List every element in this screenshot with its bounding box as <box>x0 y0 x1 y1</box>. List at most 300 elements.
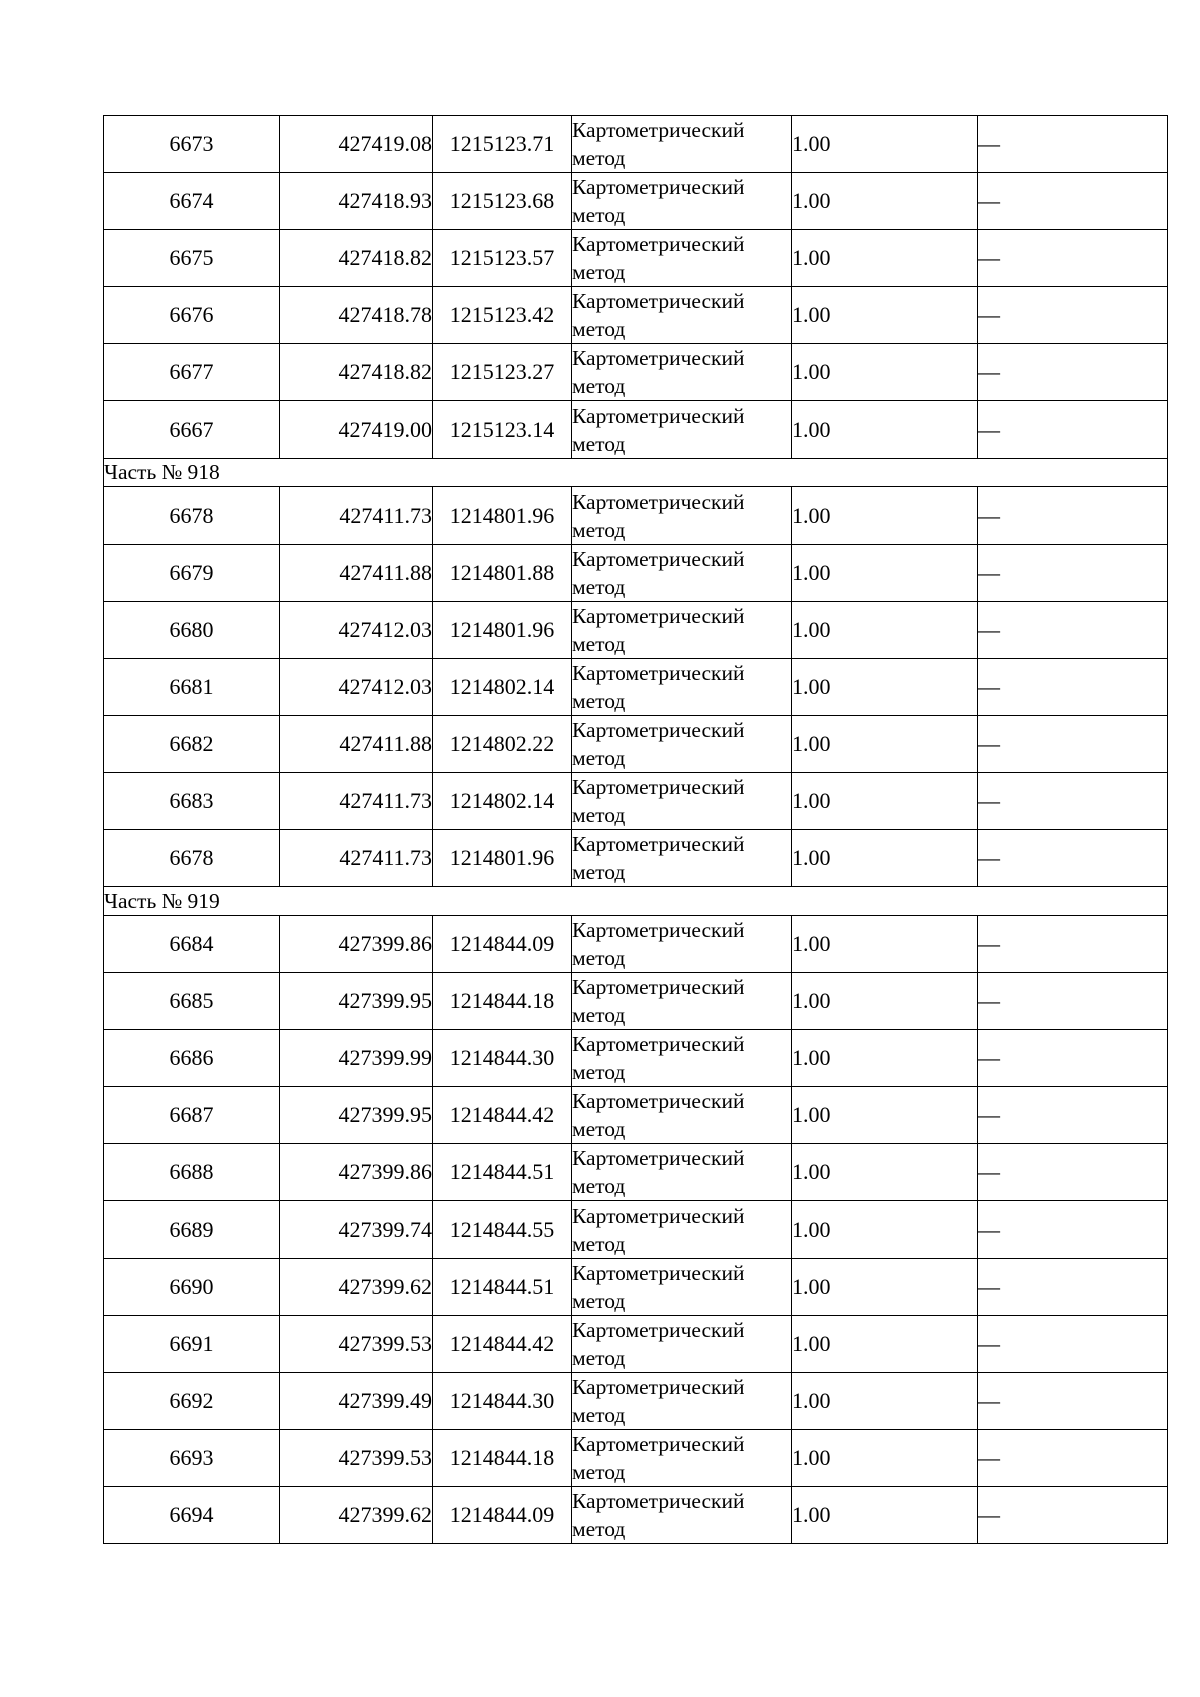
point-number-value: 6674 <box>169 188 214 214</box>
y-coordinate-cell <box>433 1030 572 1087</box>
method-line-2: метод <box>572 1459 626 1484</box>
accuracy-cell <box>792 401 978 458</box>
method-line-1: Картометрический <box>572 1431 745 1456</box>
method-line-2: метод <box>572 1288 626 1313</box>
accuracy-cell <box>792 487 978 544</box>
accuracy-cell <box>792 1315 978 1372</box>
method-line-2: метод <box>572 1003 626 1028</box>
method-line-1: Картометрический <box>572 1089 745 1114</box>
accuracy-value: 1.00 <box>792 416 831 442</box>
y-coordinate-value: 1214844.51 <box>449 1273 555 1299</box>
method-line-1: Картометрический <box>572 975 745 1000</box>
y-coordinate-value: 1214844.51 <box>449 1159 555 1185</box>
method-line-1: Картометрический <box>572 118 745 143</box>
description-cell <box>978 772 1168 829</box>
table-row <box>104 1486 1168 1543</box>
method-line-1: Картометрический <box>572 403 745 428</box>
accuracy-cell <box>792 1372 978 1429</box>
part-title: Часть № 919 <box>104 887 1168 916</box>
dash-value: — <box>978 502 1000 528</box>
x-coordinate-cell <box>280 116 433 173</box>
y-coordinate-value: 1214844.09 <box>449 931 555 957</box>
x-coordinate-cell <box>280 287 433 344</box>
accuracy-cell <box>792 1087 978 1144</box>
method-line-2: метод <box>572 1117 626 1142</box>
y-coordinate-value: 1214844.30 <box>449 1045 555 1071</box>
dash-value: — <box>978 245 1000 271</box>
y-coordinate-cell <box>433 116 572 173</box>
x-coordinate-value: 427411.73 <box>339 845 432 871</box>
description-cell <box>978 1315 1168 1372</box>
point-number-cell <box>104 344 280 401</box>
x-coordinate-cell <box>280 1315 433 1372</box>
y-coordinate-cell <box>433 1315 572 1372</box>
accuracy-cell <box>792 973 978 1030</box>
y-coordinate-cell <box>433 601 572 658</box>
x-coordinate-value: 427418.82 <box>338 245 432 271</box>
dash-value: — <box>978 787 1000 813</box>
dash-value: — <box>978 1102 1000 1128</box>
table-row <box>104 916 1168 973</box>
point-number-cell <box>104 1201 280 1258</box>
point-number-cell <box>104 1372 280 1429</box>
point-number-value: 6678 <box>169 502 214 528</box>
dash-value: — <box>978 416 1000 442</box>
method-line-2: метод <box>572 802 626 827</box>
point-number-value: 6677 <box>169 359 214 385</box>
method-cell <box>572 230 792 287</box>
table-row <box>104 1144 1168 1201</box>
dash-value: — <box>978 1501 1000 1527</box>
method-cell <box>572 1429 792 1486</box>
x-coordinate-cell <box>280 1429 433 1486</box>
accuracy-cell <box>792 1144 978 1201</box>
y-coordinate-cell <box>433 487 572 544</box>
y-coordinate-value: 1214844.42 <box>449 1330 555 1356</box>
method-line-2: метод <box>572 374 626 399</box>
accuracy-value: 1.00 <box>792 1330 831 1356</box>
x-coordinate-cell <box>280 401 433 458</box>
description-cell <box>978 973 1168 1030</box>
x-coordinate-value: 427419.00 <box>338 416 432 442</box>
y-coordinate-value: 1214844.55 <box>449 1216 555 1242</box>
table-row <box>104 1201 1168 1258</box>
y-coordinate-cell <box>433 715 572 772</box>
point-number-cell <box>104 116 280 173</box>
method-line-2: метод <box>572 146 626 171</box>
x-coordinate-value: 427418.93 <box>338 188 432 214</box>
point-number-cell <box>104 230 280 287</box>
y-coordinate-cell <box>433 287 572 344</box>
method-line-1: Картометрический <box>572 289 745 314</box>
y-coordinate-value: 1214802.22 <box>449 730 555 756</box>
table-row <box>104 1087 1168 1144</box>
x-coordinate-cell <box>280 1201 433 1258</box>
point-number-cell <box>104 1144 280 1201</box>
x-coordinate-value: 427418.82 <box>338 359 432 385</box>
point-number-value: 6681 <box>169 673 214 699</box>
y-coordinate-value: 1214844.18 <box>449 1444 555 1470</box>
dash-value: — <box>978 616 1000 642</box>
point-number-cell <box>104 772 280 829</box>
point-number-cell <box>104 401 280 458</box>
part-title: Часть № 918 <box>104 458 1168 487</box>
method-line-2: метод <box>572 260 626 285</box>
point-number-value: 6679 <box>169 559 214 585</box>
method-line-2: метод <box>572 317 626 342</box>
y-coordinate-value: 1214801.96 <box>449 502 555 528</box>
point-number-value: 6688 <box>169 1159 214 1185</box>
dash-value: — <box>978 302 1000 328</box>
x-coordinate-cell <box>280 772 433 829</box>
accuracy-value: 1.00 <box>792 616 831 642</box>
x-coordinate-value: 427412.03 <box>338 673 432 699</box>
table-row <box>104 287 1168 344</box>
method-cell <box>572 715 792 772</box>
method-line-1: Картометрический <box>572 232 745 257</box>
point-number-value: 6673 <box>169 131 214 157</box>
method-line-1: Картометрический <box>572 489 745 514</box>
method-cell <box>572 544 792 601</box>
x-coordinate-cell <box>280 344 433 401</box>
description-cell <box>978 830 1168 887</box>
y-coordinate-value: 1215123.27 <box>449 359 555 385</box>
table-row <box>104 544 1168 601</box>
accuracy-cell <box>792 715 978 772</box>
y-coordinate-cell <box>433 916 572 973</box>
x-coordinate-value: 427411.73 <box>339 787 432 813</box>
point-number-value: 6687 <box>169 1102 214 1128</box>
y-coordinate-value: 1214802.14 <box>449 673 555 699</box>
x-coordinate-value: 427399.53 <box>338 1444 432 1470</box>
accuracy-cell <box>792 1258 978 1315</box>
table-row <box>104 1372 1168 1429</box>
method-cell <box>572 601 792 658</box>
method-line-1: Картометрический <box>572 660 745 685</box>
accuracy-value: 1.00 <box>792 1045 831 1071</box>
description-cell <box>978 1486 1168 1543</box>
part-header-row <box>104 887 1168 916</box>
point-number-value: 6676 <box>169 302 214 328</box>
method-line-2: метод <box>572 203 626 228</box>
description-cell <box>978 715 1168 772</box>
point-number-value: 6686 <box>169 1045 214 1071</box>
table-row <box>104 1429 1168 1486</box>
y-coordinate-value: 1215123.68 <box>449 188 555 214</box>
accuracy-cell <box>792 287 978 344</box>
dash-value: — <box>978 931 1000 957</box>
x-coordinate-value: 427399.62 <box>338 1501 432 1527</box>
table-row <box>104 230 1168 287</box>
point-number-cell <box>104 287 280 344</box>
x-coordinate-value: 427399.86 <box>338 931 432 957</box>
method-line-1: Картометрический <box>572 546 745 571</box>
x-coordinate-value: 427399.49 <box>338 1387 432 1413</box>
method-line-1: Картометрический <box>572 1260 745 1285</box>
accuracy-cell <box>792 658 978 715</box>
point-number-cell <box>104 658 280 715</box>
method-cell <box>572 487 792 544</box>
method-cell <box>572 1315 792 1372</box>
table-row <box>104 487 1168 544</box>
accuracy-cell <box>792 1429 978 1486</box>
method-cell <box>572 1201 792 1258</box>
point-number-value: 6684 <box>169 931 214 957</box>
point-number-value: 6692 <box>169 1387 214 1413</box>
accuracy-cell <box>792 772 978 829</box>
accuracy-value: 1.00 <box>792 302 831 328</box>
method-cell <box>572 916 792 973</box>
point-number-value: 6685 <box>169 988 214 1014</box>
x-coordinate-cell <box>280 1372 433 1429</box>
accuracy-value: 1.00 <box>792 1273 831 1299</box>
table-row <box>104 1315 1168 1372</box>
table-row <box>104 1258 1168 1315</box>
y-coordinate-cell <box>433 173 572 230</box>
point-number-cell <box>104 1486 280 1543</box>
x-coordinate-value: 427399.86 <box>338 1159 432 1185</box>
accuracy-cell <box>792 544 978 601</box>
point-number-cell <box>104 1429 280 1486</box>
description-cell <box>978 1372 1168 1429</box>
x-coordinate-cell <box>280 830 433 887</box>
method-cell <box>572 1486 792 1543</box>
point-number-value: 6693 <box>169 1444 214 1470</box>
dash-value: — <box>978 845 1000 871</box>
accuracy-value: 1.00 <box>792 931 831 957</box>
accuracy-value: 1.00 <box>792 673 831 699</box>
method-line-2: метод <box>572 574 626 599</box>
y-coordinate-value: 1215123.14 <box>449 416 555 442</box>
x-coordinate-value: 427399.53 <box>338 1330 432 1356</box>
table-row <box>104 658 1168 715</box>
y-coordinate-value: 1215123.71 <box>449 131 555 157</box>
method-line-2: метод <box>572 1231 626 1256</box>
table-row <box>104 715 1168 772</box>
method-line-2: метод <box>572 745 626 770</box>
method-cell <box>572 1030 792 1087</box>
description-cell <box>978 916 1168 973</box>
accuracy-value: 1.00 <box>792 988 831 1014</box>
point-number-cell <box>104 601 280 658</box>
y-coordinate-cell <box>433 1486 572 1543</box>
x-coordinate-value: 427399.62 <box>338 1273 432 1299</box>
y-coordinate-value: 1214801.96 <box>449 845 555 871</box>
y-coordinate-value: 1214844.09 <box>449 1501 555 1527</box>
y-coordinate-cell <box>433 830 572 887</box>
point-number-cell <box>104 1087 280 1144</box>
dash-value: — <box>978 1387 1000 1413</box>
method-cell <box>572 344 792 401</box>
y-coordinate-cell <box>433 1201 572 1258</box>
method-line-1: Картометрический <box>572 774 745 799</box>
accuracy-value: 1.00 <box>792 245 831 271</box>
accuracy-cell <box>792 344 978 401</box>
dash-value: — <box>978 988 1000 1014</box>
table-row <box>104 173 1168 230</box>
method-line-2: метод <box>572 517 626 542</box>
accuracy-cell <box>792 116 978 173</box>
x-coordinate-cell <box>280 1258 433 1315</box>
method-cell <box>572 772 792 829</box>
x-coordinate-cell <box>280 544 433 601</box>
y-coordinate-value: 1214844.30 <box>449 1387 555 1413</box>
description-cell <box>978 658 1168 715</box>
method-cell <box>572 1087 792 1144</box>
x-coordinate-cell <box>280 1030 433 1087</box>
point-number-value: 6694 <box>169 1501 214 1527</box>
method-line-2: метод <box>572 631 626 656</box>
method-cell <box>572 116 792 173</box>
accuracy-cell <box>792 1030 978 1087</box>
accuracy-cell <box>792 830 978 887</box>
coordinates-table-body <box>104 116 1168 1544</box>
x-coordinate-value: 427411.73 <box>339 502 432 528</box>
accuracy-value: 1.00 <box>792 131 831 157</box>
x-coordinate-value: 427412.03 <box>338 616 432 642</box>
method-line-1: Картометрический <box>572 603 745 628</box>
method-line-1: Картометрический <box>572 1032 745 1057</box>
point-number-value: 6667 <box>169 416 214 442</box>
point-number-value: 6690 <box>169 1273 214 1299</box>
table-row <box>104 973 1168 1030</box>
x-coordinate-cell <box>280 1087 433 1144</box>
method-line-1: Картометрический <box>572 832 745 857</box>
x-coordinate-value: 427399.95 <box>338 988 432 1014</box>
y-coordinate-cell <box>433 1372 572 1429</box>
point-number-value: 6675 <box>169 245 214 271</box>
method-cell <box>572 973 792 1030</box>
x-coordinate-value: 427419.08 <box>338 131 432 157</box>
point-number-cell <box>104 916 280 973</box>
y-coordinate-cell <box>433 658 572 715</box>
description-cell <box>978 1144 1168 1201</box>
x-coordinate-cell <box>280 230 433 287</box>
accuracy-value: 1.00 <box>792 1387 831 1413</box>
x-coordinate-value: 427418.78 <box>338 302 432 328</box>
description-cell <box>978 287 1168 344</box>
point-number-cell <box>104 1315 280 1372</box>
point-number-value: 6678 <box>169 845 214 871</box>
table-row <box>104 772 1168 829</box>
method-cell <box>572 830 792 887</box>
y-coordinate-cell <box>433 344 572 401</box>
accuracy-cell <box>792 173 978 230</box>
y-coordinate-cell <box>433 1087 572 1144</box>
y-coordinate-value: 1215123.42 <box>449 302 555 328</box>
accuracy-value: 1.00 <box>792 787 831 813</box>
accuracy-value: 1.00 <box>792 1501 831 1527</box>
y-coordinate-cell <box>433 544 572 601</box>
description-cell <box>978 1429 1168 1486</box>
accuracy-cell <box>792 1201 978 1258</box>
x-coordinate-cell <box>280 715 433 772</box>
dash-value: — <box>978 1045 1000 1071</box>
dash-value: — <box>978 730 1000 756</box>
y-coordinate-cell <box>433 1258 572 1315</box>
y-coordinate-cell <box>433 230 572 287</box>
point-number-value: 6680 <box>169 616 214 642</box>
description-cell <box>978 1030 1168 1087</box>
point-number-cell <box>104 487 280 544</box>
description-cell <box>978 173 1168 230</box>
dash-value: — <box>978 188 1000 214</box>
accuracy-value: 1.00 <box>792 1102 831 1128</box>
point-number-cell <box>104 1030 280 1087</box>
method-line-2: метод <box>572 1402 626 1427</box>
point-number-cell <box>104 544 280 601</box>
x-coordinate-value: 427399.74 <box>338 1216 432 1242</box>
accuracy-value: 1.00 <box>792 188 831 214</box>
point-number-cell <box>104 830 280 887</box>
description-cell <box>978 230 1168 287</box>
table-row <box>104 116 1168 173</box>
method-line-1: Картометрический <box>572 1146 745 1171</box>
accuracy-value: 1.00 <box>792 1444 831 1470</box>
x-coordinate-cell <box>280 1144 433 1201</box>
point-number-cell <box>104 973 280 1030</box>
y-coordinate-cell <box>433 1144 572 1201</box>
description-cell <box>978 344 1168 401</box>
x-coordinate-value: 427399.99 <box>338 1045 432 1071</box>
y-coordinate-value: 1214844.42 <box>449 1102 555 1128</box>
part-header-row <box>104 458 1168 487</box>
method-line-1: Картометрический <box>572 1203 745 1228</box>
point-number-value: 6689 <box>169 1216 214 1242</box>
accuracy-value: 1.00 <box>792 502 831 528</box>
method-cell <box>572 287 792 344</box>
point-number-cell <box>104 173 280 230</box>
dash-value: — <box>978 673 1000 699</box>
table-row <box>104 1030 1168 1087</box>
method-line-2: метод <box>572 431 626 456</box>
method-cell <box>572 401 792 458</box>
dash-value: — <box>978 1216 1000 1242</box>
dash-value: — <box>978 359 1000 385</box>
method-line-2: метод <box>572 1516 626 1541</box>
method-line-1: Картометрический <box>572 1374 745 1399</box>
accuracy-value: 1.00 <box>792 559 831 585</box>
method-line-1: Картометрический <box>572 1488 745 1513</box>
x-coordinate-cell <box>280 487 433 544</box>
point-number-value: 6682 <box>169 730 214 756</box>
accuracy-value: 1.00 <box>792 845 831 871</box>
dash-value: — <box>978 1273 1000 1299</box>
method-line-1: Картометрический <box>572 1317 745 1342</box>
x-coordinate-cell <box>280 173 433 230</box>
dash-value: — <box>978 1159 1000 1185</box>
description-cell <box>978 1201 1168 1258</box>
y-coordinate-cell <box>433 973 572 1030</box>
x-coordinate-value: 427399.95 <box>338 1102 432 1128</box>
table-row <box>104 344 1168 401</box>
table-row <box>104 601 1168 658</box>
dash-value: — <box>978 1330 1000 1356</box>
y-coordinate-value: 1214802.14 <box>449 787 555 813</box>
method-cell <box>572 1258 792 1315</box>
method-line-2: метод <box>572 688 626 713</box>
description-cell <box>978 487 1168 544</box>
x-coordinate-cell <box>280 973 433 1030</box>
point-number-value: 6683 <box>169 787 214 813</box>
dash-value: — <box>978 131 1000 157</box>
point-number-value: 6691 <box>169 1330 214 1356</box>
table-row <box>104 401 1168 458</box>
method-line-2: метод <box>572 1060 626 1085</box>
y-coordinate-value: 1215123.57 <box>449 245 555 271</box>
description-cell <box>978 544 1168 601</box>
method-cell <box>572 1372 792 1429</box>
